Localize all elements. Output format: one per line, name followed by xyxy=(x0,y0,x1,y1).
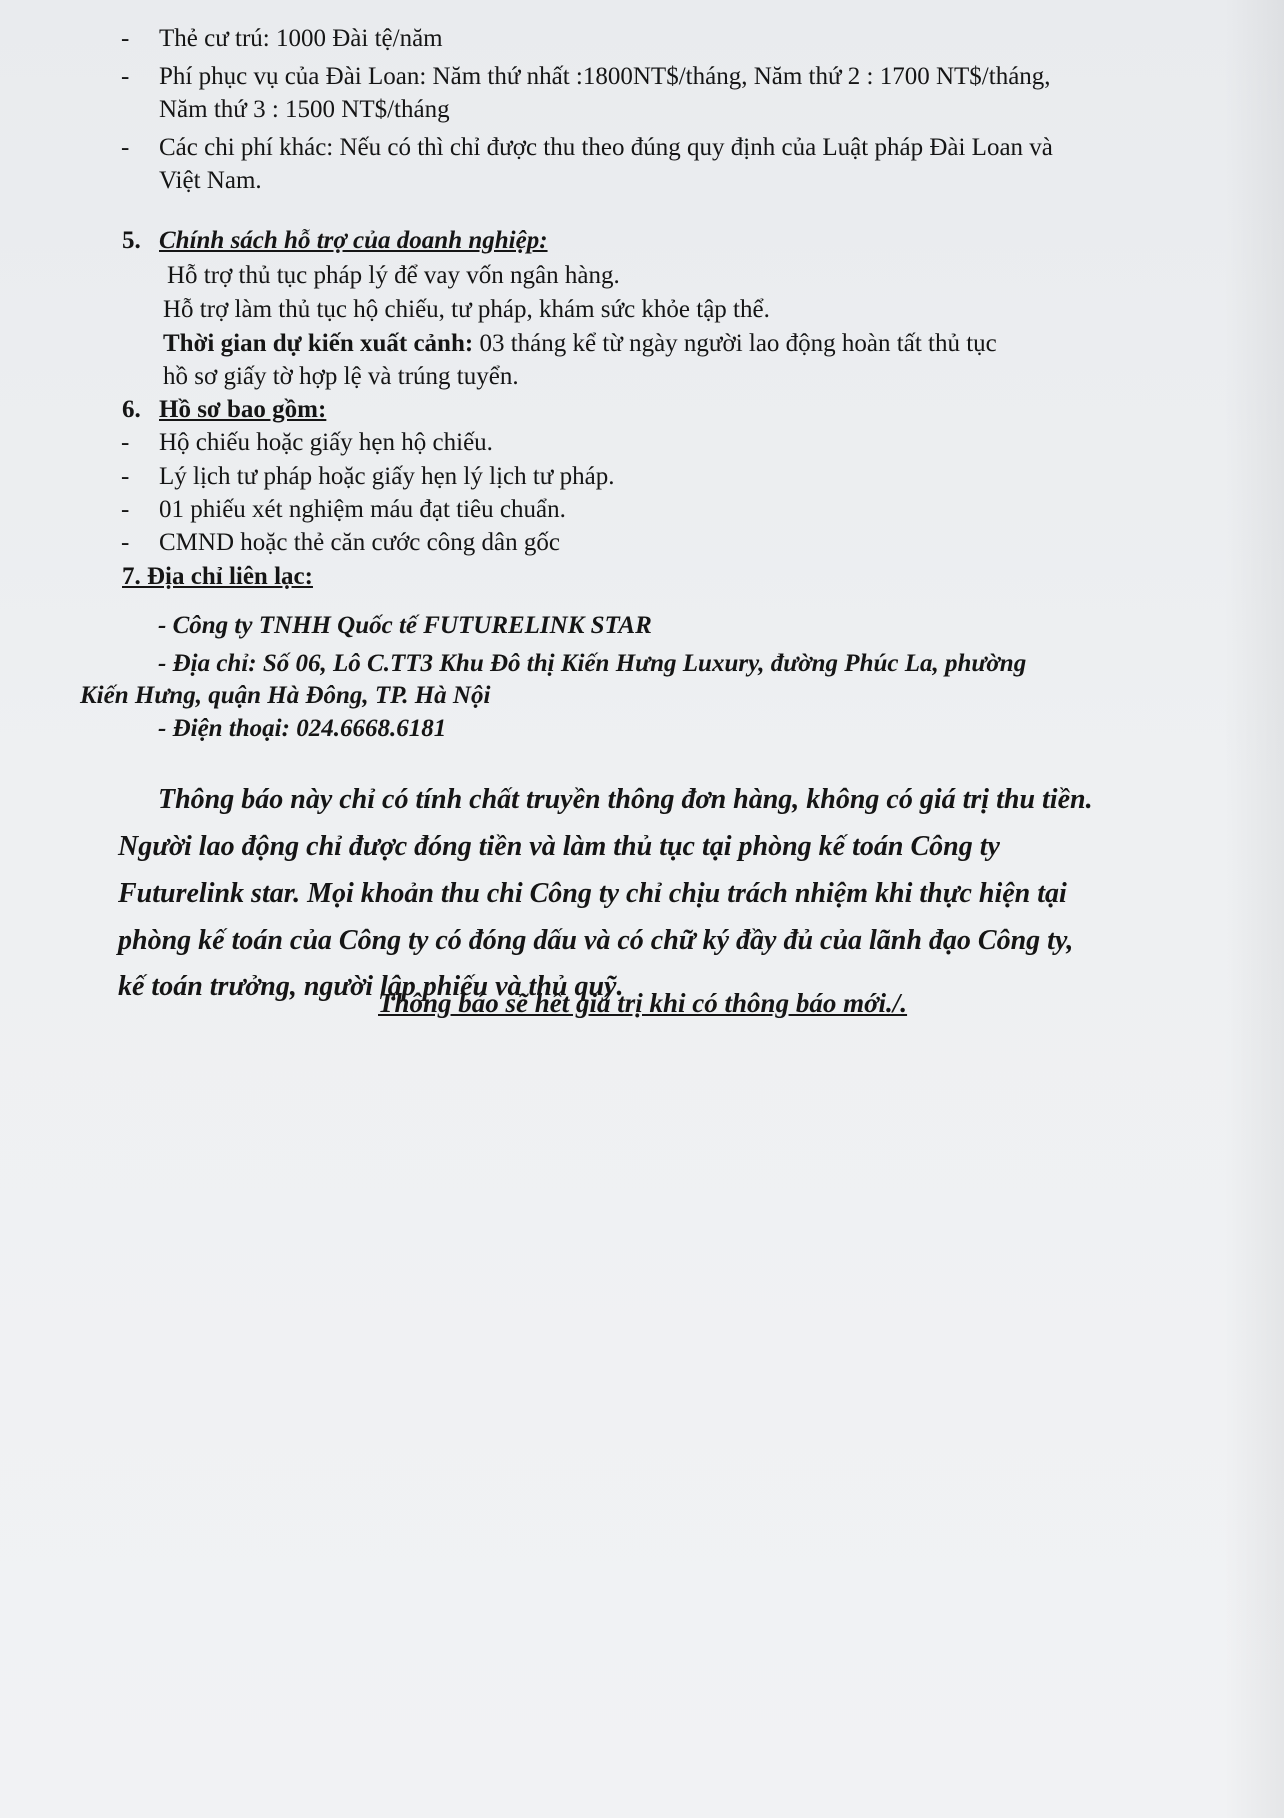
section5-line: Hỗ trợ thủ tục pháp lý để vay vốn ngân hàng. xyxy=(167,262,620,289)
section5-heading: Chính sách hỗ trợ của doanh nghiệp: xyxy=(159,227,548,254)
contact-address-cont: Kiến Hưng, quận Hà Đông, TP. Hà Nội xyxy=(80,682,491,709)
section6-heading: Hồ sơ bao gồm: xyxy=(159,396,327,423)
document-item: CMND hoặc thẻ căn cước công dân gốc xyxy=(159,529,560,556)
document-item: Hộ chiếu hoặc giấy hẹn hộ chiếu. xyxy=(159,429,493,456)
notice-footer: Thông báo sẽ hết giá trị khi có thông báo mới./. xyxy=(378,988,908,1018)
notice-line: phòng kế toán của Công ty có đóng dấu và có chữ ký đầy đủ của lãnh đạo Công ty, xyxy=(118,925,1074,956)
section6-number: 6. xyxy=(122,396,141,423)
contact-company: - Công ty TNHH Quốc tế FUTURELINK STAR xyxy=(158,612,652,639)
section7-heading: 7. Địa chỉ liên lạc: xyxy=(122,563,313,590)
bullet: - xyxy=(121,463,130,490)
document-item: 01 phiếu xét nghiệm máu đạt tiêu chuẩn. xyxy=(159,496,566,523)
fee-other: Các chi phí khác: Nếu có thì chỉ được thu theo đúng quy định của Luật pháp Đài Loan và xyxy=(159,134,1053,161)
fee-service-taiwan: Phí phục vụ của Đài Loan: Năm thứ nhất :1800NT$/tháng, Năm thứ 2 : 1700 NT$/tháng, xyxy=(159,63,1051,90)
bullet: - xyxy=(121,429,130,456)
document-item: Lý lịch tư pháp hoặc giấy hẹn lý lịch tư pháp. xyxy=(159,463,615,490)
notice-line: Thông báo này chỉ có tính chất truyền thông đơn hàng, không có giá trị thu tiền. xyxy=(158,784,1093,815)
section5-line: Hỗ trợ làm thủ tục hộ chiếu, tư pháp, khám sức khỏe tập thể. xyxy=(163,296,770,323)
exit-time-label: Thời gian dự kiến xuất cảnh: xyxy=(163,330,474,357)
fee-service-taiwan-cont: Năm thứ 3 : 1500 NT$/tháng xyxy=(159,96,450,123)
section5-number: 5. xyxy=(122,227,141,254)
bullet: - xyxy=(121,63,130,90)
bullet: - xyxy=(121,25,130,52)
notice-line: Người lao động chỉ được đóng tiền và làm thủ tục tại phòng kế toán Công ty xyxy=(118,831,1000,862)
notice-line: kế toán trưởng, người lập phiếu và thủ quỹ. xyxy=(118,971,624,1002)
exit-time-cont: hồ sơ giấy tờ hợp lệ và trúng tuyển. xyxy=(163,363,519,390)
bullet: - xyxy=(121,529,130,556)
exit-time xyxy=(163,328,997,360)
bullet: - xyxy=(121,134,130,161)
contact-phone: - Điện thoại: 024.6668.6181 xyxy=(158,715,447,742)
bullet: - xyxy=(121,496,130,523)
notice-line: Futurelink star. Mọi khoản thu chi Công ty chỉ chịu trách nhiệm khi thực hiện tại xyxy=(118,878,1067,909)
fee-other-cont: Việt Nam. xyxy=(159,167,262,194)
page-shadow xyxy=(1224,0,1284,1818)
fee-residence-card: Thẻ cư trú: 1000 Đài tệ/năm xyxy=(159,25,443,52)
exit-time-text: 03 tháng kể từ ngày người lao động hoàn tất thủ tục xyxy=(473,330,997,357)
contact-address: - Địa chỉ: Số 06, Lô C.TT3 Khu Đô thị Kiến Hưng Luxury, đường Phúc La, phường xyxy=(158,650,1027,677)
